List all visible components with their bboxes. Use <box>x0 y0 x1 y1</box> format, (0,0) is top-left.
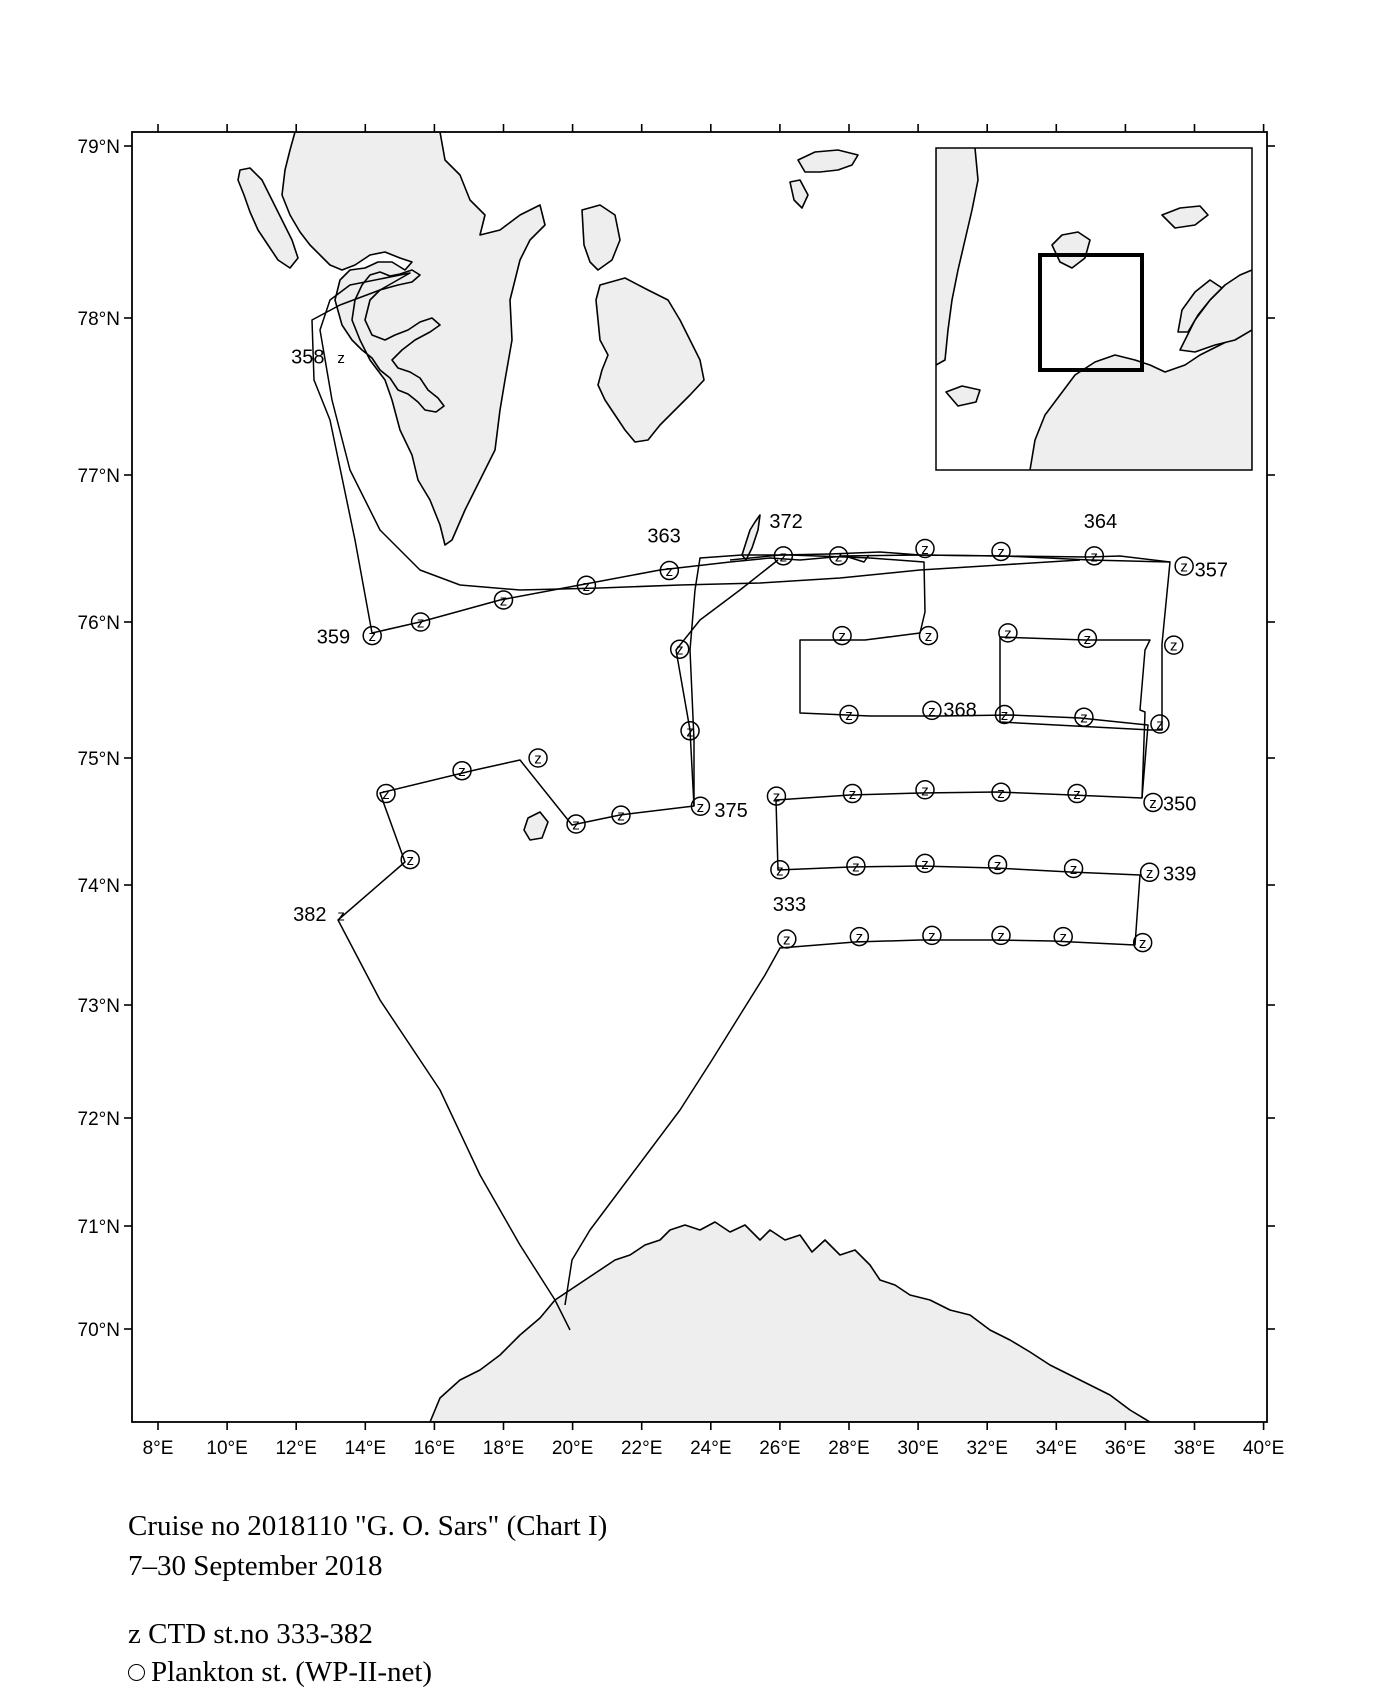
lon-tick-label: 24°E <box>690 1438 732 1459</box>
station-z-marker: z <box>852 858 860 876</box>
barentsoya-land <box>596 278 704 442</box>
station-label: 372 <box>769 510 803 533</box>
plankton-ctd-station <box>992 542 1010 561</box>
lon-tick-label: 10°E <box>206 1438 248 1459</box>
cruise-track-east <box>840 555 1170 798</box>
station-z-marker: z <box>776 862 784 880</box>
plankton-ctd-station <box>567 815 585 834</box>
station-z-marker: z <box>458 763 466 781</box>
plankton-ctd-station <box>681 722 699 741</box>
station-z-marker: z <box>1073 786 1081 804</box>
cruise-track-main <box>338 555 1148 1330</box>
station-z-marker: z <box>572 816 580 834</box>
station-z-marker: z <box>582 577 591 595</box>
lat-tick-label: 73°N <box>77 996 120 1017</box>
station-z-marker: z <box>675 641 684 659</box>
station-z-marker: z <box>779 548 788 566</box>
plankton-ctd-station <box>1068 785 1086 804</box>
lon-tick-label: 28°E <box>828 1438 870 1459</box>
station-label: 358 <box>291 346 325 369</box>
station-z-marker: z <box>1059 929 1067 947</box>
lat-tick-label: 78°N <box>77 309 120 330</box>
station-label: 339 <box>1163 863 1197 886</box>
station-z-marker: z <box>924 628 933 646</box>
station-label: 382 <box>293 904 327 926</box>
station-z-marker: z <box>845 706 853 724</box>
plankton-ctd-station <box>916 781 934 800</box>
station-z-marker: z <box>1004 625 1012 643</box>
small-island-1 <box>790 180 808 208</box>
caption-dates: 7–30 September 2018 <box>128 1550 383 1582</box>
station-label: 359 <box>316 626 351 649</box>
station-z-marker: z <box>921 782 929 800</box>
plankton-ctd-station <box>1078 629 1096 648</box>
kong-karls-land <box>798 150 858 172</box>
inset-map <box>936 148 1252 470</box>
station-label: 363 <box>647 525 681 548</box>
hopen-island <box>742 515 760 560</box>
station-z-marker: z <box>617 807 625 825</box>
plankton-ctd-station <box>660 562 678 581</box>
station-z-marker: z <box>1090 548 1099 566</box>
station-z-marker: z <box>834 548 843 566</box>
plankton-ctd-station <box>767 787 785 806</box>
station-z-marker: z <box>997 784 1005 802</box>
station-z-marker: z <box>993 857 1002 875</box>
lat-tick-label: 79°N <box>77 137 120 158</box>
station-z-marker: z <box>921 541 929 558</box>
plankton-ctd-station <box>363 627 381 646</box>
lat-tick-label: 76°N <box>77 613 120 634</box>
station-z-marker: z <box>1180 558 1188 576</box>
norway-coast <box>430 1222 1150 1422</box>
lon-tick-label: 16°E <box>413 1438 456 1459</box>
plankton-ctd-station <box>774 547 792 566</box>
edgeoya-land <box>582 205 620 270</box>
caption-title: Cruise no 2018110 "G. O. Sars" (Chart I) <box>128 1510 608 1542</box>
lon-tick-label: 20°E <box>551 1438 594 1459</box>
lon-tick-label: 8°E <box>142 1438 174 1459</box>
plankton-ctd-station <box>916 540 934 559</box>
station-z-marker: z <box>1000 706 1009 724</box>
station-label: 364 <box>1083 510 1118 533</box>
plankton-circle-icon <box>128 1664 145 1681</box>
station-z-marker: z <box>696 798 705 816</box>
station-label: 333 <box>772 894 807 916</box>
station-z-marker: z <box>1145 864 1154 882</box>
plankton-ctd-station <box>992 926 1010 945</box>
lon-tick-label: 14°E <box>344 1438 387 1459</box>
lat-tick-label: 74°N <box>77 876 120 897</box>
lat-tick-label: 75°N <box>77 749 120 770</box>
plankton-ctd-station <box>1151 715 1169 734</box>
station-label: 350 <box>1163 793 1197 816</box>
station-z-marker: z <box>416 614 425 632</box>
lon-tick-label: 40°E <box>1242 1438 1285 1459</box>
station-z-marker: z <box>1080 709 1088 727</box>
station-z-marker: z <box>921 855 929 873</box>
plankton-ctd-station <box>529 749 547 768</box>
station-z-marker: z <box>838 628 846 646</box>
station-z-marker: z <box>499 592 508 610</box>
station-z-marker: z <box>1156 716 1164 734</box>
station-z-marker: z <box>997 927 1005 945</box>
station-z-marker: z <box>406 852 414 870</box>
lat-tick-label: 71°N <box>77 1217 120 1238</box>
lat-tick-label: 70°N <box>77 1320 120 1341</box>
station-z-marker: z <box>1149 794 1157 812</box>
plankton-ctd-station <box>923 701 941 720</box>
station-z-marker: z <box>997 543 1005 561</box>
bjornoya-island <box>524 812 548 840</box>
lon-tick-label: 32°E <box>966 1438 1008 1459</box>
lat-tick-label: 77°N <box>77 466 120 487</box>
station-z-marker: z <box>1083 630 1092 648</box>
station-z-marker: z <box>1170 637 1178 655</box>
station-z-marker: z <box>534 750 542 768</box>
station-z-marker: z <box>848 786 857 804</box>
ctd-station-z-marker: z <box>337 349 345 367</box>
plankton-ctd-station <box>412 613 430 632</box>
plankton-ctd-station <box>671 640 689 659</box>
station-label: 357 <box>1194 559 1229 582</box>
plankton-ctd-station <box>1065 859 1083 878</box>
plankton-ctd-station <box>1175 557 1193 576</box>
station-z-marker: z <box>928 927 936 945</box>
station-z-marker: z <box>855 929 864 947</box>
station-z-marker: z <box>382 786 390 804</box>
station-z-marker: z <box>772 788 781 806</box>
legend-plankton-label: Plankton st. (WP-II-net) <box>151 1656 433 1688</box>
station-z-marker: z <box>1069 860 1078 878</box>
plankton-ctd-station <box>778 930 796 949</box>
plankton-ctd-station <box>1144 793 1162 812</box>
plankton-ctd-station <box>1134 934 1152 953</box>
plankton-ctd-station <box>999 624 1017 643</box>
station-label: 368 <box>943 699 977 722</box>
lon-tick-label: 12°E <box>275 1438 317 1459</box>
cruise-track-north <box>372 555 869 633</box>
station-z-marker: z <box>1138 935 1147 953</box>
station-label: 375 <box>714 799 748 822</box>
plankton-ctd-station <box>1141 863 1159 882</box>
station-z-marker: z <box>665 563 674 581</box>
plankton-ctd-station <box>850 928 868 947</box>
lon-tick-label: 38°E <box>1173 1438 1216 1459</box>
station-z-marker: z <box>928 702 936 720</box>
plankton-ctd-station <box>1054 928 1072 947</box>
ctd-station-z-marker: z <box>337 907 345 925</box>
lon-tick-label: 18°E <box>482 1438 525 1459</box>
lon-tick-label: 34°E <box>1035 1438 1078 1459</box>
lon-tick-label: 30°E <box>897 1438 939 1459</box>
plankton-ctd-station <box>919 627 937 646</box>
plankton-ctd-station <box>1165 636 1183 655</box>
lon-tick-label: 26°E <box>759 1438 801 1459</box>
plankton-ctd-station <box>916 854 934 873</box>
lat-tick-label: 72°N <box>77 1109 120 1130</box>
legend-ctd: z CTD st.no 333-382 <box>128 1618 373 1650</box>
legend-plankton-row <box>128 1656 432 1689</box>
plankton-ctd-station <box>923 926 941 945</box>
lon-tick-label: 36°E <box>1104 1438 1147 1459</box>
station-z-marker: z <box>368 628 376 646</box>
plankton-ctd-station <box>843 785 861 804</box>
station-z-marker: z <box>783 931 791 949</box>
plankton-ctd-station <box>833 627 851 646</box>
station-z-marker: z <box>686 723 694 741</box>
lon-tick-label: 22°E <box>620 1438 663 1459</box>
plankton-ctd-station <box>989 856 1007 875</box>
